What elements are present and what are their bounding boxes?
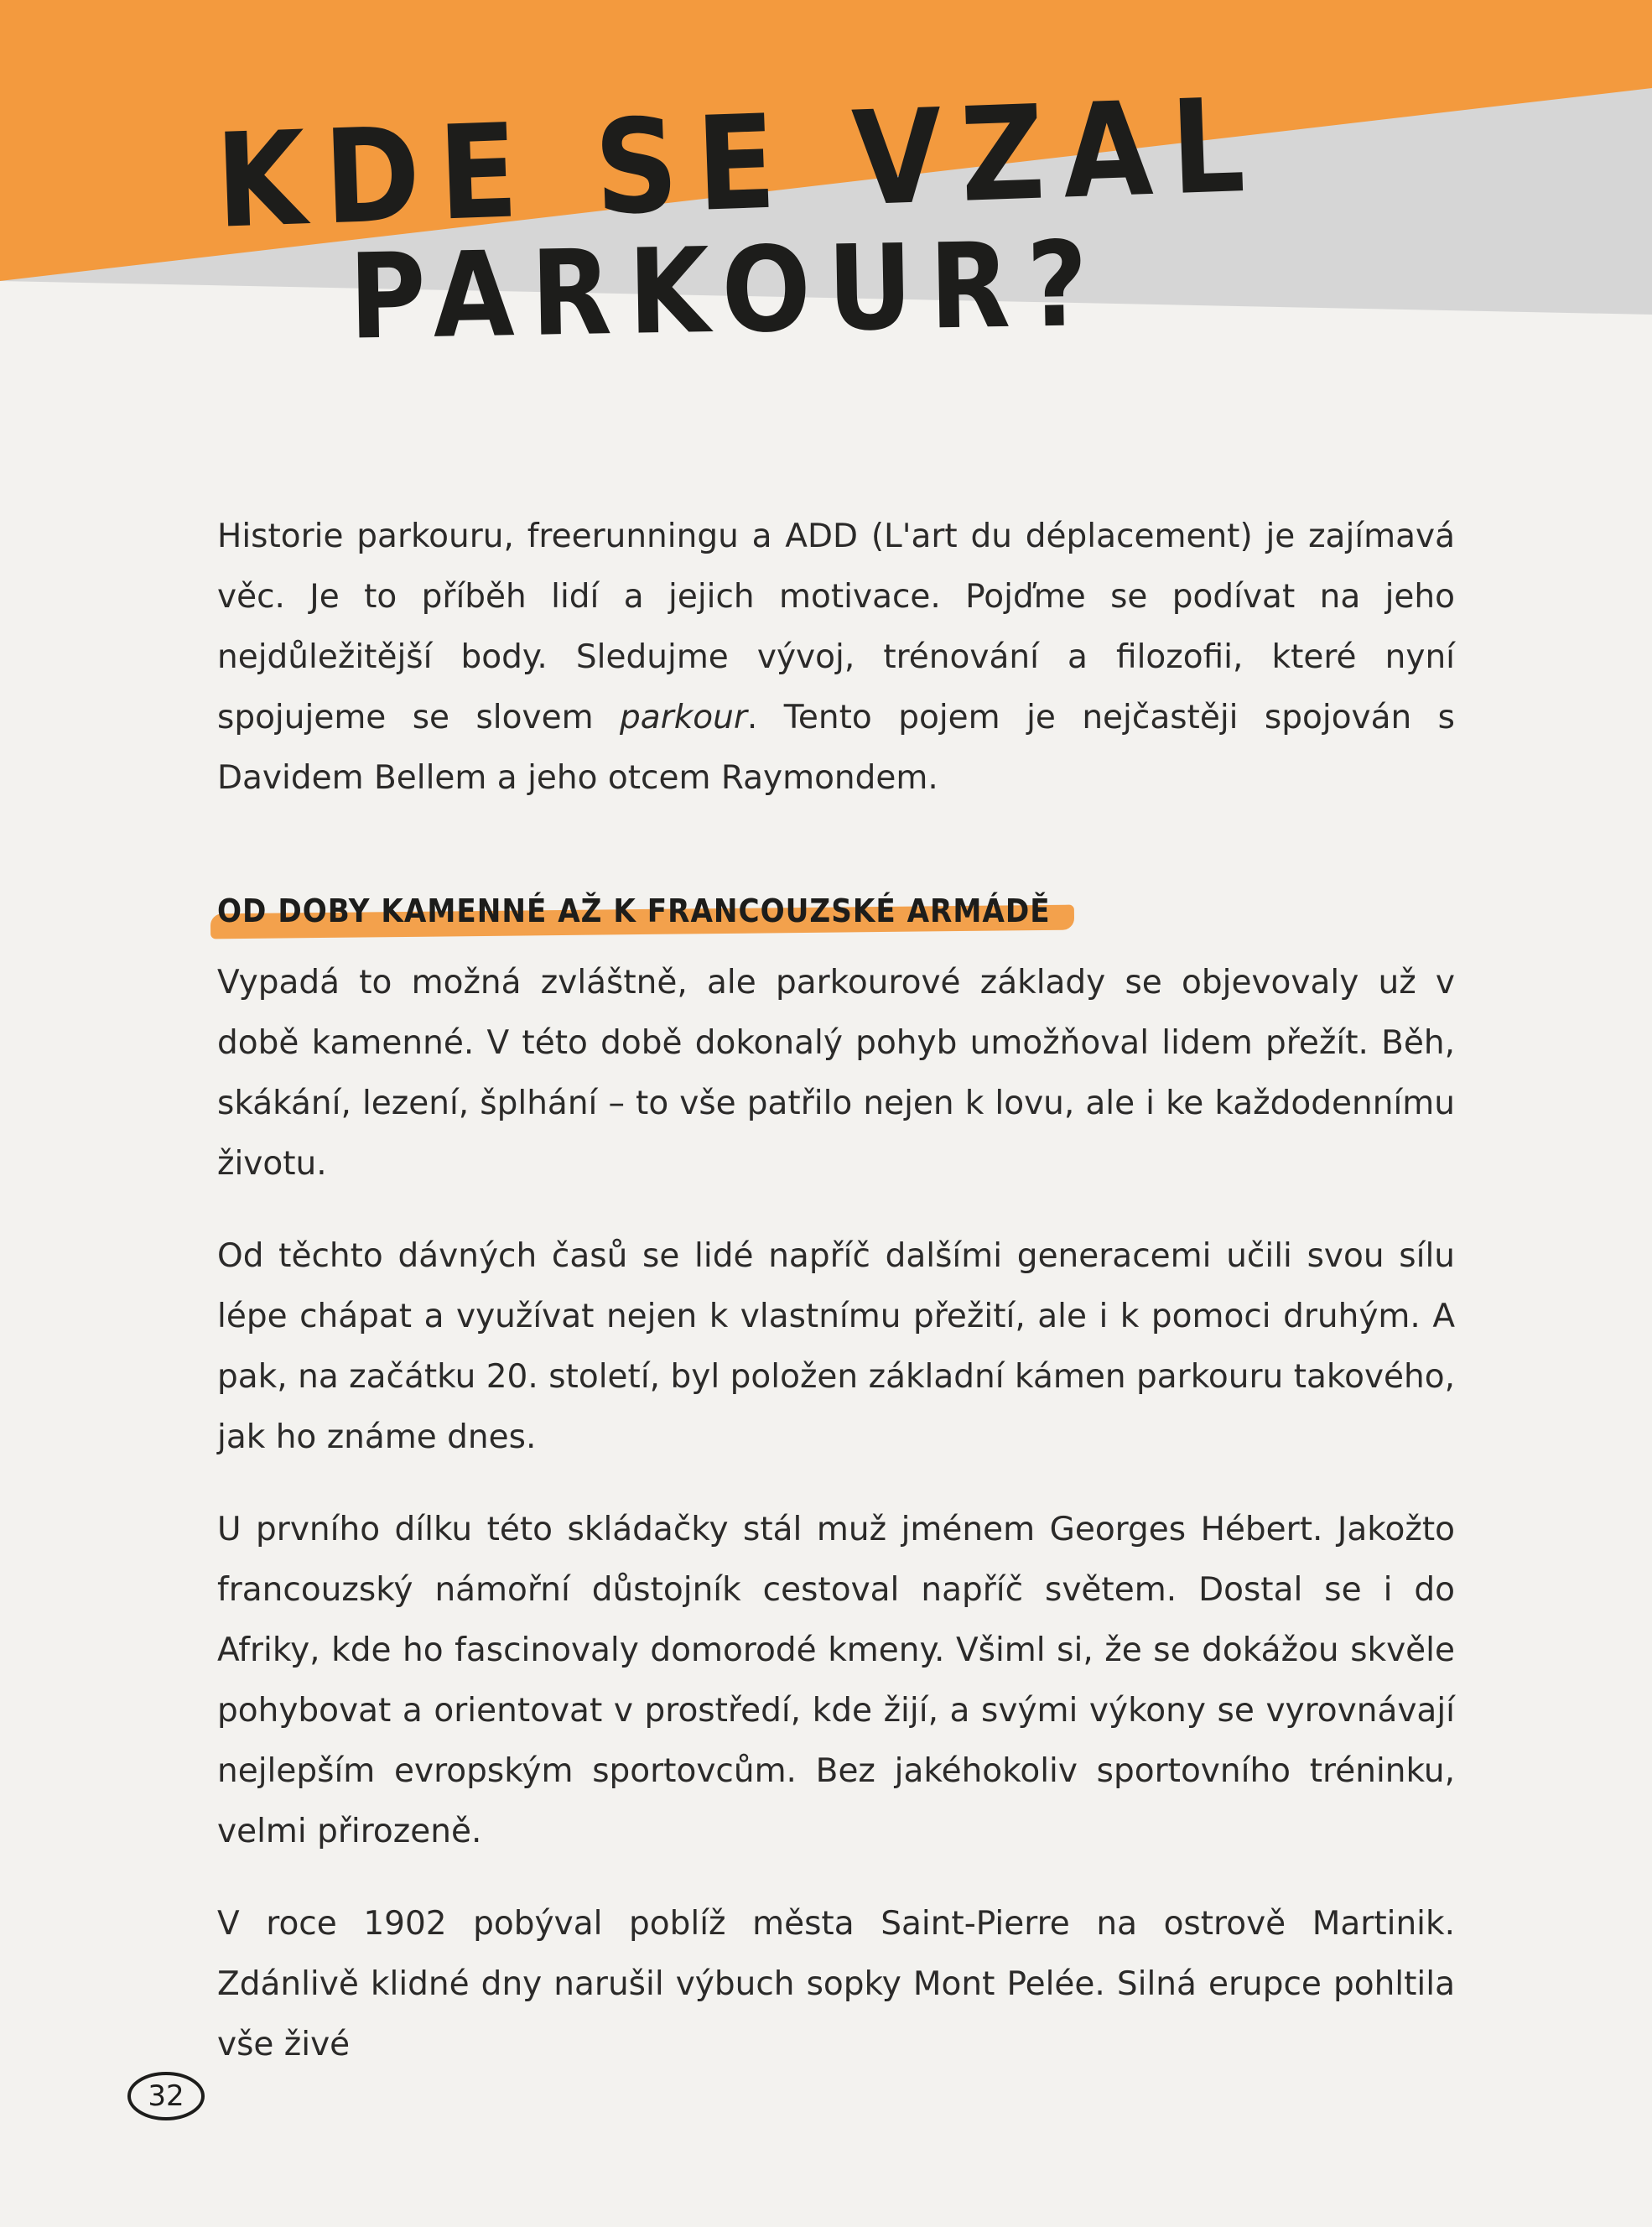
- intro-text-before: Historie parkouru, freerunningu a ADD (L'art du déplacement) je zajímavá věc. Je to příběh lidí a jejich motivace. Pojďme se podívat na jeho nejdůležitější body. Sledujme vývoj, trénování a filozofii, které nyní spojujeme se slovem: [217, 518, 1455, 736]
- paragraph-5: V roce 1902 pobýval poblíž města Saint-Pierre na ostrově Martinik. Zdánlivě klidné dny narušil výbuch sopky Mont Pelée. Silná erupce pohltila vše živé: [217, 1905, 1455, 2063]
- page-number: 32: [148, 2079, 184, 2113]
- page-number-badge: [126, 2070, 206, 2122]
- intro-paragraph: [217, 507, 1455, 809]
- article-body: [217, 507, 1455, 2107]
- intro-text-italic: parkour: [620, 699, 747, 736]
- title-line-2: PARKOUR?: [347, 216, 1106, 367]
- intro-text-after: . Tento pojem je nejčastěji spojován s Davidem Bellem a jeho otcem Raymondem.: [217, 699, 1456, 797]
- section-heading: [217, 884, 1059, 938]
- section-heading-text: OD DOBY KAMENNÉ AŽ K FRANCOUZSKÉ ARMÁDĚ: [217, 892, 1051, 929]
- paragraph-3: Od těchto dávných časů se lidé napříč dalšími generacemi učili svou sílu lépe chápat a využívat nejen k vlastnímu přežití, ale i k pomoci druhým. A pak, na začátku 20. století, byl položen základní kámen parkouru takového, jak ho známe dnes.: [217, 1237, 1455, 1456]
- paragraph-4: U prvního dílku této skládačky stál muž jménem Georges Hébert. Jakožto francouzský námořní důstojník cestoval napříč světem. Dostal se i do Afriky, kde ho fascinovaly domorodé kmeny. Všiml si, že se dokážou skvěle pohybovat a orientovat v prostředí, kde žijí, a svými výkony se vyrovnávají nejlepším evropským sportovcům. Bez jakéhokoliv sportovního tréninku, velmi přirozeně.: [217, 1511, 1455, 1850]
- title-line-1: KDE SE VZAL: [213, 69, 1266, 258]
- page-title: [0, 0, 1652, 419]
- paragraph-2: Vypadá to možná zvláštně, ale parkourové základy se objevovaly už v době kamenné. V této době dokonalý pohyb umožňoval lidem přežít. Běh, skákání, lezení, šplhání – to vše patřilo nejen k lovu, ale i ke každodennímu životu.: [217, 964, 1455, 1183]
